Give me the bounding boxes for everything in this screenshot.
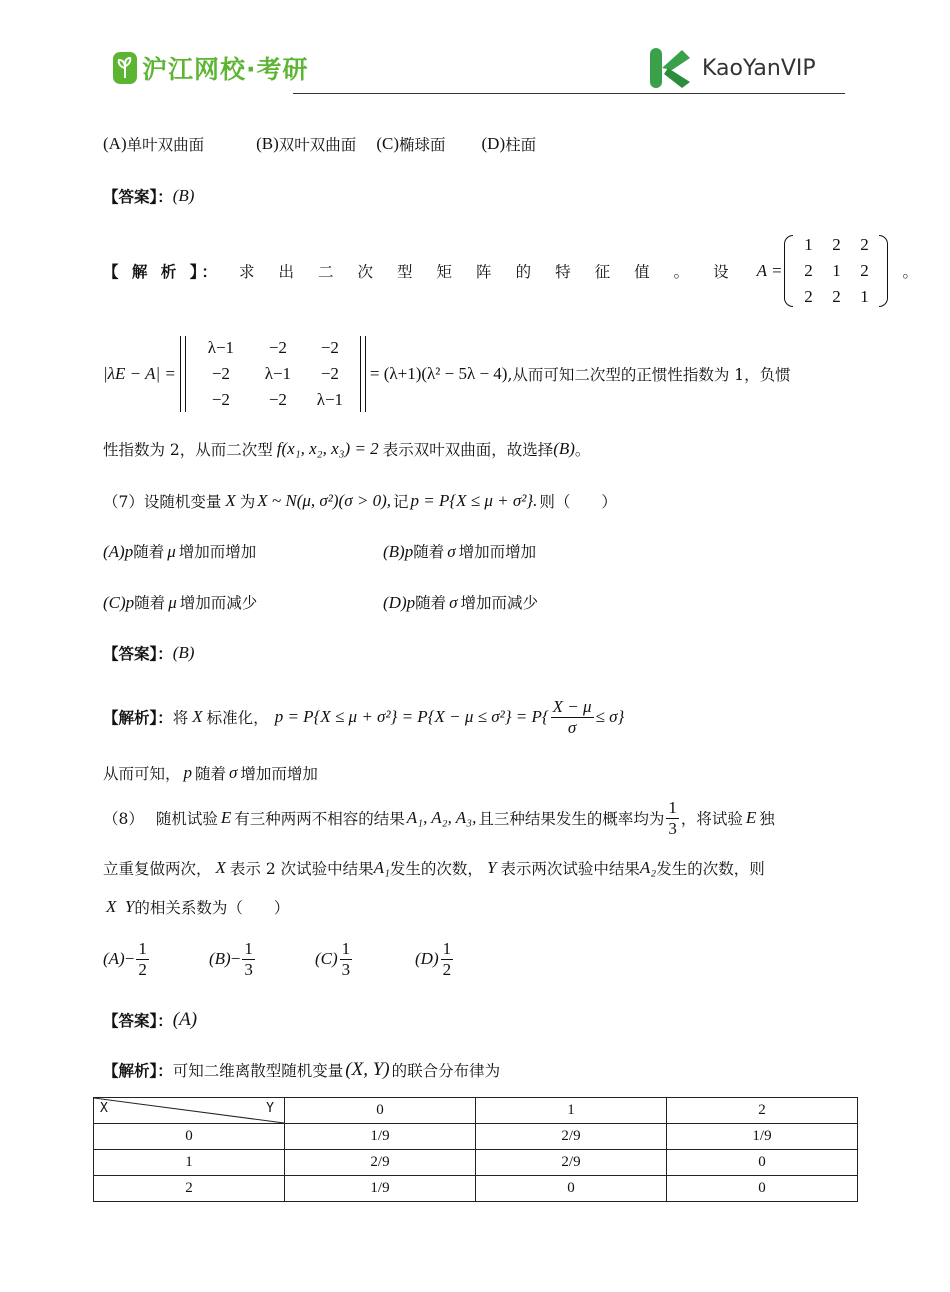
q8-y: Y <box>486 858 497 877</box>
q6-option-d-text: 柱面 <box>505 136 537 154</box>
q6-option-c-label: (C) <box>376 134 399 153</box>
table-header-cell: 1 <box>476 1098 667 1124</box>
table-row-label: 0 <box>94 1124 285 1150</box>
analysis-label: 【解析】： <box>103 708 173 727</box>
matrix-a: 1 2 2 2 1 2 2 2 1 <box>784 235 888 307</box>
q8-l1-d: ，将试验 <box>680 810 743 828</box>
analysis-mid: 标准化， <box>206 709 269 727</box>
q7-def: p = P{X ≤ μ + σ²}. <box>410 491 538 510</box>
q7-analysis <box>103 694 624 740</box>
table-header-cell: 0 <box>285 1098 476 1124</box>
table-row-label: 2 <box>94 1176 285 1202</box>
q8-option-d: (D) $\frac{1}{2}$ <box>415 938 452 979</box>
q8-option-a: (A) − $\frac{1}{2}$ <box>103 938 147 979</box>
det-tail: ,从而可知二次型的正惯性指数为 1，负惯 <box>507 366 791 384</box>
analysis-formula: p = P{X ≤ μ + σ²} = P{X − μ ≤ σ²} = P{ <box>274 707 549 726</box>
kaoyan-k-logo-icon <box>648 46 694 90</box>
q6-option-c-text: 椭球面 <box>398 136 446 154</box>
q8-l2-c: 发生的次数， <box>389 860 483 878</box>
q8-l2-b: 表示 2 次试验中结果 <box>229 860 374 878</box>
answer-value: (A) <box>172 1009 198 1030</box>
q8-l1-b: 有三种两两不相容的结果 <box>234 810 405 828</box>
q8-l1-e: 独 <box>759 810 775 828</box>
q7-ze: 则（ ） <box>539 493 617 511</box>
q6-option-b-text: 双叶双曲面 <box>278 136 357 154</box>
line2-b: 表示双叶双曲面，故选择 <box>382 441 554 459</box>
q7-dist: X ~ N(μ, σ²)(σ > 0), <box>257 491 391 510</box>
q8-line2 <box>103 857 765 879</box>
header-logo-left <box>112 50 309 86</box>
answer-label: 【答案】： <box>103 187 173 206</box>
q6-analysis-line2 <box>103 438 590 460</box>
table-header-cell: 2 <box>667 1098 858 1124</box>
analysis-text: 求 出 二 次 型 矩 阵 的 特 征 值 。 设 <box>238 263 729 281</box>
q8-l1-c: 且三种结果发生的概率均为 <box>478 810 665 828</box>
table-row-label: 1 <box>94 1150 285 1176</box>
analysis-end: ≤ σ} <box>595 707 625 726</box>
q6-option-a-text: 单叶双曲面 <box>126 136 205 154</box>
q7-pre: 设随机变量 <box>143 493 222 511</box>
line2-a: 性指数为 2，从而二次型 <box>103 441 273 459</box>
q8-a1: A₁ <box>373 858 390 877</box>
table-cell: 2/9 <box>476 1124 667 1150</box>
q6-option-d-label: (D) <box>481 134 506 153</box>
logo-right-text: KaoYanVIP <box>702 55 816 81</box>
answer-label: 【答案】： <box>103 644 173 663</box>
q7-number: （7） <box>103 493 144 511</box>
joint-distribution-table <box>93 1097 858 1202</box>
analysis-label: 【 解 析 】： <box>103 262 221 281</box>
analysis-var: X <box>192 707 203 726</box>
analysis-pre: 将 <box>172 709 189 727</box>
q6-analysis-line1 <box>103 228 918 314</box>
answer-value: (B) <box>172 643 195 662</box>
table-cell: 2/9 <box>285 1150 476 1176</box>
q7-options-ab <box>103 540 536 562</box>
q8-analysis <box>103 1059 500 1081</box>
q8-options <box>103 934 455 984</box>
q7-answer <box>103 642 194 664</box>
sprout-logo-icon <box>112 51 138 85</box>
q7-options-cd <box>103 591 538 613</box>
q7-var: X <box>225 491 236 510</box>
conclusion-c: 增加而增加 <box>240 765 318 783</box>
table-row <box>94 1150 858 1176</box>
q7-option-a: (A)p随着 μ 增加而增加 <box>103 542 257 561</box>
conclusion-a: 从而可知， <box>103 765 181 783</box>
table-cell: 0 <box>667 1176 858 1202</box>
table-cell: 1/9 <box>667 1124 858 1150</box>
q7-option-b: (B)p随着 σ 增加而增加 <box>383 542 537 561</box>
q8-prob-fraction: $\frac{1}{3}$ <box>668 797 677 838</box>
q8-a2: A₂ <box>639 858 657 877</box>
q7-mid: 为 <box>239 493 256 511</box>
q8-l2-a: 立重复做两次， <box>103 860 212 878</box>
q8-l2-e: 发生的次数，则 <box>656 860 765 878</box>
conclusion-s: σ <box>229 763 238 782</box>
line2-end: 。 <box>574 441 591 459</box>
q7-ji: 记 <box>392 493 409 511</box>
table-header-row <box>94 1098 858 1124</box>
q8-option-c: (C) $\frac{1}{3}$ <box>315 938 351 979</box>
table-row <box>94 1176 858 1202</box>
q7-option-c: (C)p随着 μ 增加而减少 <box>103 593 258 612</box>
q8-e2: E <box>745 808 757 827</box>
q7-option-d: (D)p随着 σ 增加而减少 <box>383 593 539 612</box>
analysis-fraction: $\frac{X - \mu}{\sigma}$ <box>552 696 592 737</box>
analysis-xy: (X, Y) <box>345 1059 390 1080</box>
q8-l2-d: 表示两次试验中结果 <box>500 860 640 878</box>
q8-l3-vars: X Y <box>106 897 135 916</box>
conclusion-v: p <box>183 763 193 782</box>
q7-stem <box>103 490 617 512</box>
conclusion-b: 随着 <box>195 765 227 783</box>
determinant: λ−1 −2 −2 −2 λ−1 −2 −2 −2 λ−1 <box>180 338 366 410</box>
q8-number: （8） <box>103 810 144 828</box>
table-cell: 0 <box>476 1176 667 1202</box>
matrix-var: A = <box>756 261 783 280</box>
header-rule <box>293 93 845 94</box>
q6-option-a-label: (A) <box>103 134 127 153</box>
q6-answer <box>103 185 194 207</box>
header-logo-right <box>648 46 816 90</box>
answer-value: (B) <box>172 186 195 205</box>
table-cell: 1/9 <box>285 1176 476 1202</box>
q8-events: A₁, A₂, A₃, <box>406 808 477 827</box>
answer-label: 【答案】： <box>103 1011 173 1030</box>
analysis-label: 【解析】： <box>103 1061 173 1080</box>
table-cell: 1/9 <box>285 1124 476 1150</box>
det-left: |λE − A| = <box>103 364 176 383</box>
q8-line3 <box>106 896 289 918</box>
table-row <box>94 1124 858 1150</box>
q8-x: X <box>215 858 226 877</box>
q6-options <box>103 133 536 155</box>
q8-answer <box>103 1009 197 1031</box>
line2-formula: f(x₁, x₂, x₃) = 2 <box>276 439 379 458</box>
analysis-b: 的联合分布律为 <box>391 1062 501 1080</box>
table-cell: 0 <box>667 1150 858 1176</box>
corner-y: Y <box>266 1101 274 1116</box>
det-result: = (λ+1)(λ² − 5λ − 4) <box>369 364 508 383</box>
q8-e: E <box>220 808 232 827</box>
logo-left-text: 沪江网校·考研 <box>142 55 309 84</box>
corner-x: X <box>100 1101 108 1116</box>
table-corner-cell <box>94 1098 285 1124</box>
q7-conclusion <box>103 762 318 784</box>
q8-l3-text: 的相关系数为（ ） <box>134 899 290 917</box>
diagonal-line <box>94 1098 284 1123</box>
analysis-a: 可知二维离散型随机变量 <box>172 1062 344 1080</box>
q6-determinant-line <box>103 330 791 418</box>
q8-l1-a: 随机试验 <box>155 810 218 828</box>
table-cell: 2/9 <box>476 1150 667 1176</box>
q6-option-b-label: (B) <box>256 134 279 153</box>
line2-choice: (B) <box>553 439 575 458</box>
q8-line1 <box>103 796 775 840</box>
q8-option-b: (B) − $\frac{1}{3}$ <box>209 938 253 979</box>
analysis-end: 。 <box>902 263 918 281</box>
